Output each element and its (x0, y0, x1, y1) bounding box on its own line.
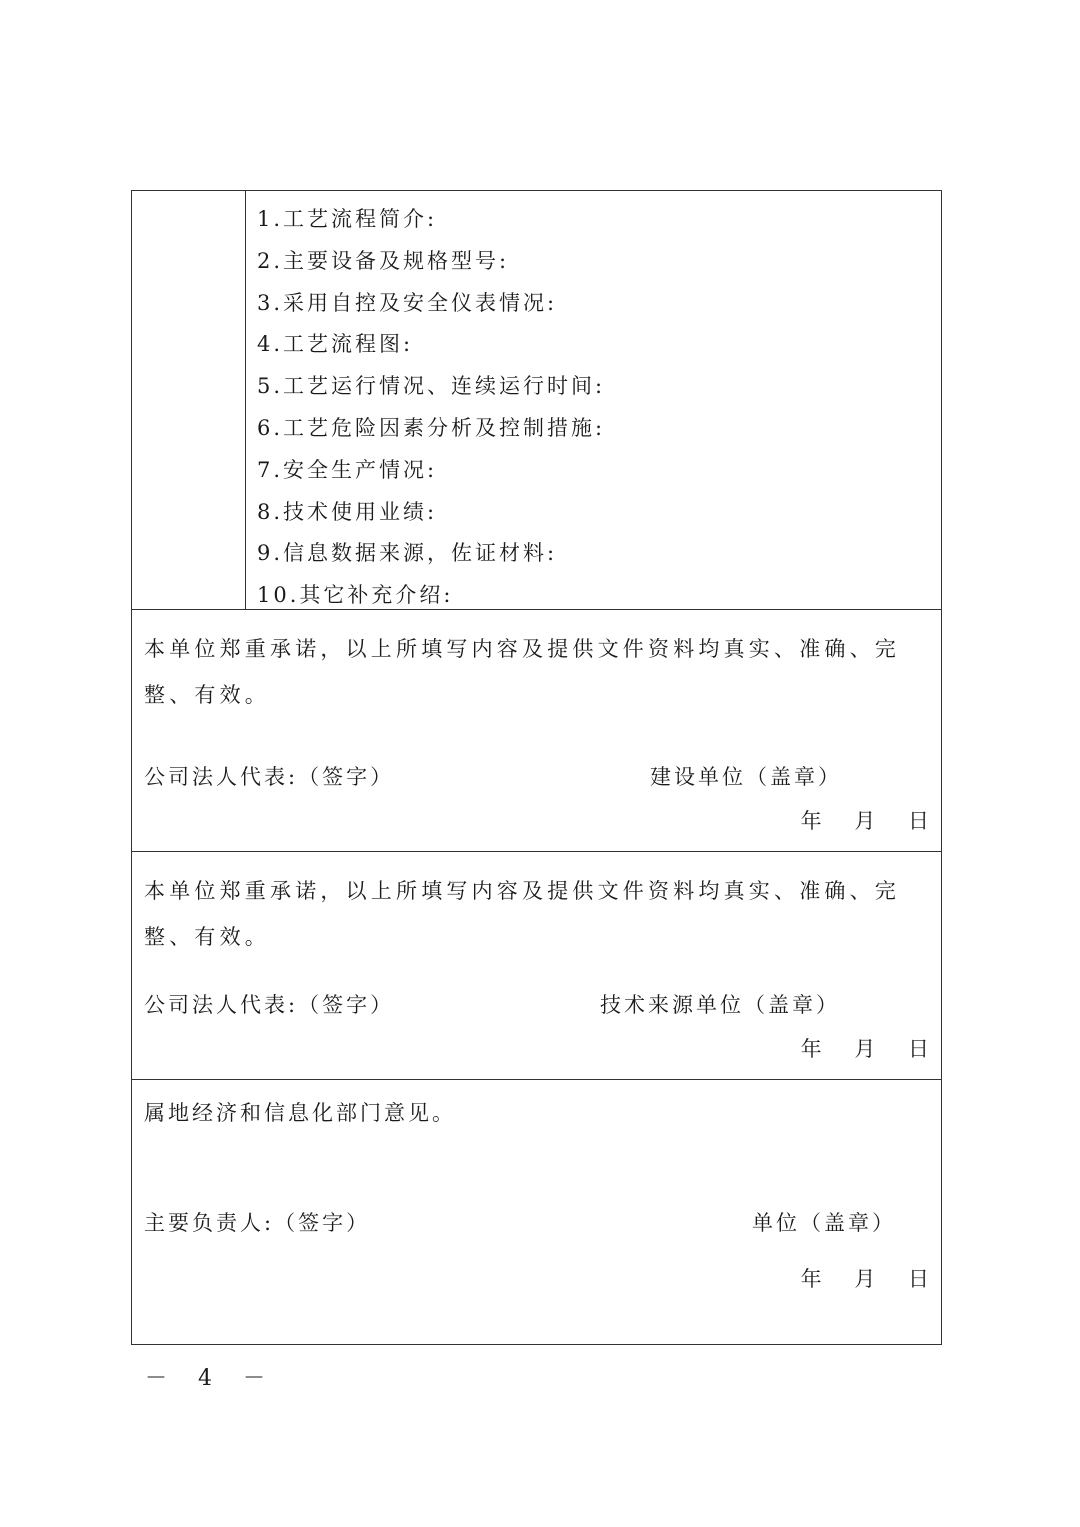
construction-unit-seal-label: 建设单位（盖章） (650, 765, 842, 789)
date-day-label: 日 (908, 1267, 929, 1291)
process-description-row (132, 191, 941, 609)
row-label-cell (132, 191, 246, 609)
tech-source-unit-seal-label: 技术来源单位（盖章） (600, 993, 840, 1017)
legal-rep-signature-label: 公司法人代表:（签字） (144, 765, 395, 789)
date-line (775, 1034, 929, 1064)
date-month-label: 月 (854, 1267, 876, 1291)
date-line (775, 1264, 929, 1294)
application-form-table (131, 190, 942, 1345)
date-year-label: 年 (800, 1267, 822, 1291)
unit-seal-label: 单位（盖章） (752, 1211, 896, 1235)
item-technology-performance: 8.技术使用业绩: (257, 499, 438, 524)
date-year-label: 年 (800, 1037, 822, 1061)
date-day-label: 日 (908, 1037, 929, 1061)
date-day-label: 日 (908, 809, 929, 833)
local-department-opinion-row (132, 1079, 941, 1345)
item-process-overview: 1.工艺流程简介: (257, 207, 438, 231)
item-equipment-specs: 2.主要设备及规格型号: (257, 248, 510, 273)
tech-source-commitment-row (132, 851, 941, 1079)
date-month-label: 月 (854, 1037, 876, 1061)
item-operation-status: 5.工艺运行情况、连续运行时间: (257, 374, 606, 399)
item-hazard-analysis: 6.工艺危险因素分析及控制措施: (257, 415, 606, 440)
item-data-sources: 9.信息数据来源，佐证材料: (257, 541, 558, 566)
date-month-label: 月 (854, 809, 876, 833)
item-process-flow-diagram: 4.工艺流程图: (257, 332, 414, 357)
item-other-info: 10.其它补充介绍: (257, 583, 454, 608)
legal-rep-signature-label: 公司法人代表:（签字） (144, 993, 395, 1017)
date-line (775, 806, 929, 836)
item-automation-safety-instruments: 3.采用自控及安全仪表情况: (257, 290, 558, 315)
commitment-text: 本单位郑重承诺，以上所填写内容及提供文件资料均真实、准确、完整、有效。 (144, 879, 900, 949)
department-opinion-text: 属地经济和信息化部门意见。 (144, 1101, 456, 1125)
construction-unit-commitment-row (132, 609, 941, 851)
process-items-list (257, 199, 941, 617)
page-number: － 4 － (145, 1366, 277, 1391)
commitment-text: 本单位郑重承诺，以上所填写内容及提供文件资料均真实、准确、完整、有效。 (144, 637, 900, 707)
date-year-label: 年 (800, 809, 822, 833)
item-safety-production: 7.安全生产情况: (257, 457, 438, 482)
principal-signature-label: 主要负责人:（签字） (144, 1211, 371, 1235)
